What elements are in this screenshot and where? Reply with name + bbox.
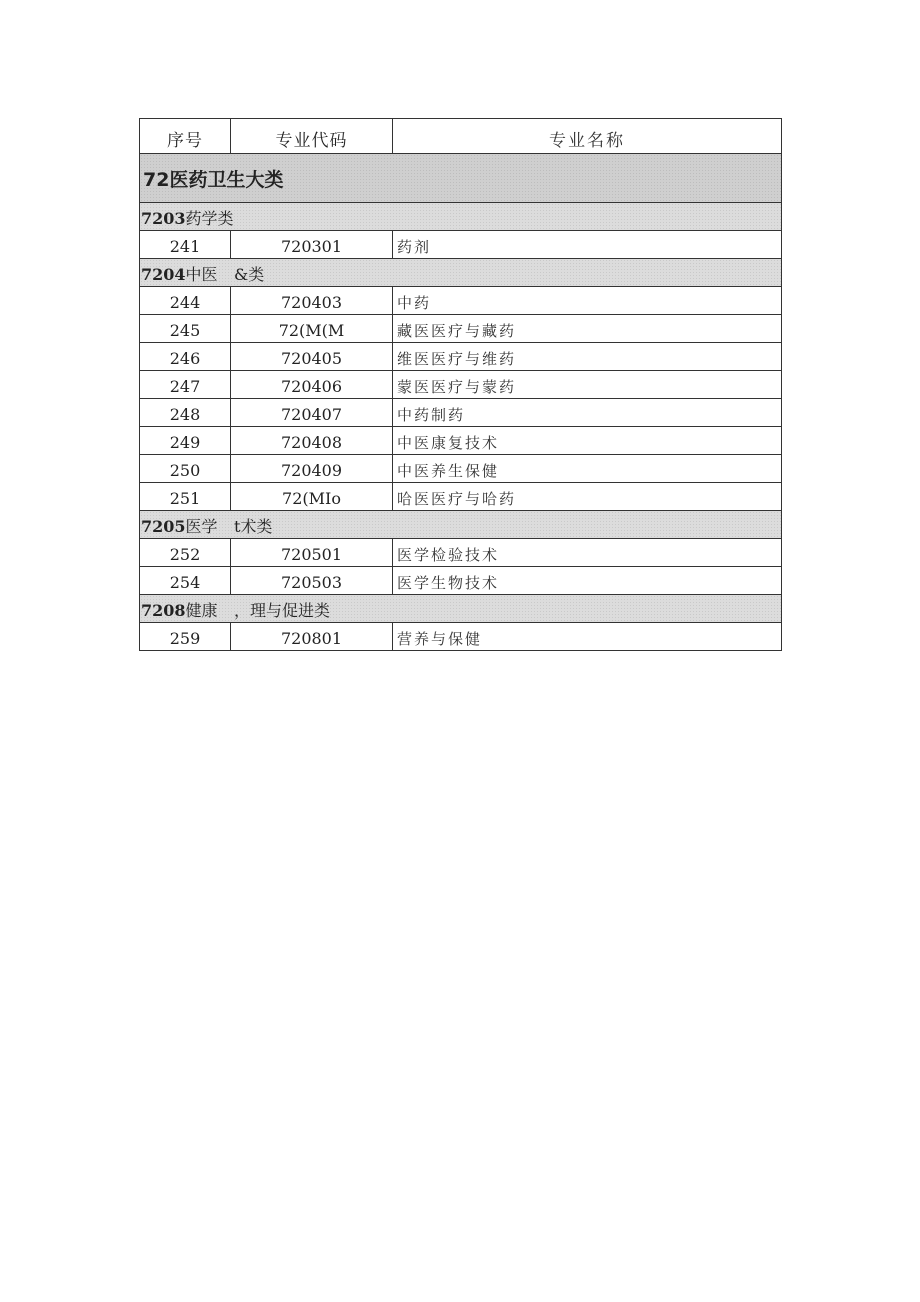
table-row	[140, 539, 782, 567]
subcategory-title	[140, 209, 234, 228]
category-group-row: 72医药卫生大类	[140, 154, 782, 203]
row-name: 医学检验技术	[393, 539, 782, 566]
subcategory-title	[140, 266, 231, 284]
row-name: 维医医疗与维药	[393, 343, 782, 370]
row-seq: 241	[140, 231, 231, 258]
row-code: 720407	[231, 399, 393, 426]
subcategory-code: 7208	[141, 601, 186, 620]
row-seq: 251	[140, 483, 231, 510]
row-code: 72(MIo	[231, 483, 393, 510]
row-code: 720408	[231, 427, 393, 454]
row-name: 中药	[393, 287, 782, 314]
subcategory-row	[140, 259, 782, 287]
row-code: 72(M(M	[231, 315, 393, 342]
row-code: 720301	[231, 231, 393, 258]
row-name: 营养与保健	[393, 623, 782, 650]
row-seq: 248	[140, 399, 231, 426]
subcategory-code: 7204	[141, 265, 186, 284]
table-header	[140, 119, 782, 154]
table-row	[140, 483, 782, 511]
row-code: 720503	[231, 567, 393, 594]
table-row	[140, 287, 782, 315]
subcategory-name-part-a: 中医	[185, 265, 218, 284]
subcategory-title	[140, 518, 231, 536]
row-code: 720403	[231, 287, 393, 314]
row-seq: 254	[140, 567, 231, 594]
table-row	[140, 231, 782, 259]
row-code: 720409	[231, 455, 393, 482]
table-row	[140, 455, 782, 483]
subcategory-name-part-a: 健康	[185, 601, 218, 620]
row-name: 药剂	[393, 231, 782, 258]
subcategory-name-part-a: 药学类	[185, 209, 234, 228]
table-row	[140, 399, 782, 427]
row-seq: 246	[140, 343, 231, 370]
row-name: 藏医医疗与藏药	[393, 315, 782, 342]
row-name: 蒙医医疗与蒙药	[393, 371, 782, 398]
row-code: 720501	[231, 539, 393, 566]
table-row	[140, 567, 782, 595]
subcategory-name-part-a: 医学	[185, 517, 218, 536]
subcategory-row	[140, 511, 782, 539]
table-row	[140, 343, 782, 371]
row-seq: 252	[140, 539, 231, 566]
specialty-table	[139, 118, 782, 651]
subcategory-code: 7205	[141, 517, 186, 536]
row-seq: 259	[140, 623, 231, 650]
row-name: 中药制药	[393, 399, 782, 426]
header-code: 专业代码	[231, 119, 393, 153]
table-row	[140, 427, 782, 455]
header-name: 专业名称	[393, 119, 782, 153]
row-seq: 245	[140, 315, 231, 342]
row-seq: 244	[140, 287, 231, 314]
subcategory-code: 7203	[141, 209, 186, 228]
table-row	[140, 623, 782, 651]
row-name: 医学生物技术	[393, 567, 782, 594]
row-name: 哈医医疗与哈药	[393, 483, 782, 510]
table-row	[140, 315, 782, 343]
table-row	[140, 371, 782, 399]
row-code: 720405	[231, 343, 393, 370]
row-name: 中医养生保健	[393, 455, 782, 482]
subcategory-name-part-b: t术类	[234, 517, 273, 536]
subcategory-row	[140, 203, 782, 231]
subcategory-name-part-b: &类	[234, 265, 265, 284]
row-seq: 247	[140, 371, 231, 398]
sections	[140, 203, 782, 651]
row-code: 720406	[231, 371, 393, 398]
row-name: 中医康复技术	[393, 427, 782, 454]
subcategory-title	[140, 602, 231, 620]
row-seq: 250	[140, 455, 231, 482]
row-code: 720801	[231, 623, 393, 650]
row-seq: 249	[140, 427, 231, 454]
subcategory-row	[140, 595, 782, 623]
subcategory-name-part-b: ，理与促进类	[234, 601, 331, 620]
header-seq: 序号	[140, 119, 231, 153]
